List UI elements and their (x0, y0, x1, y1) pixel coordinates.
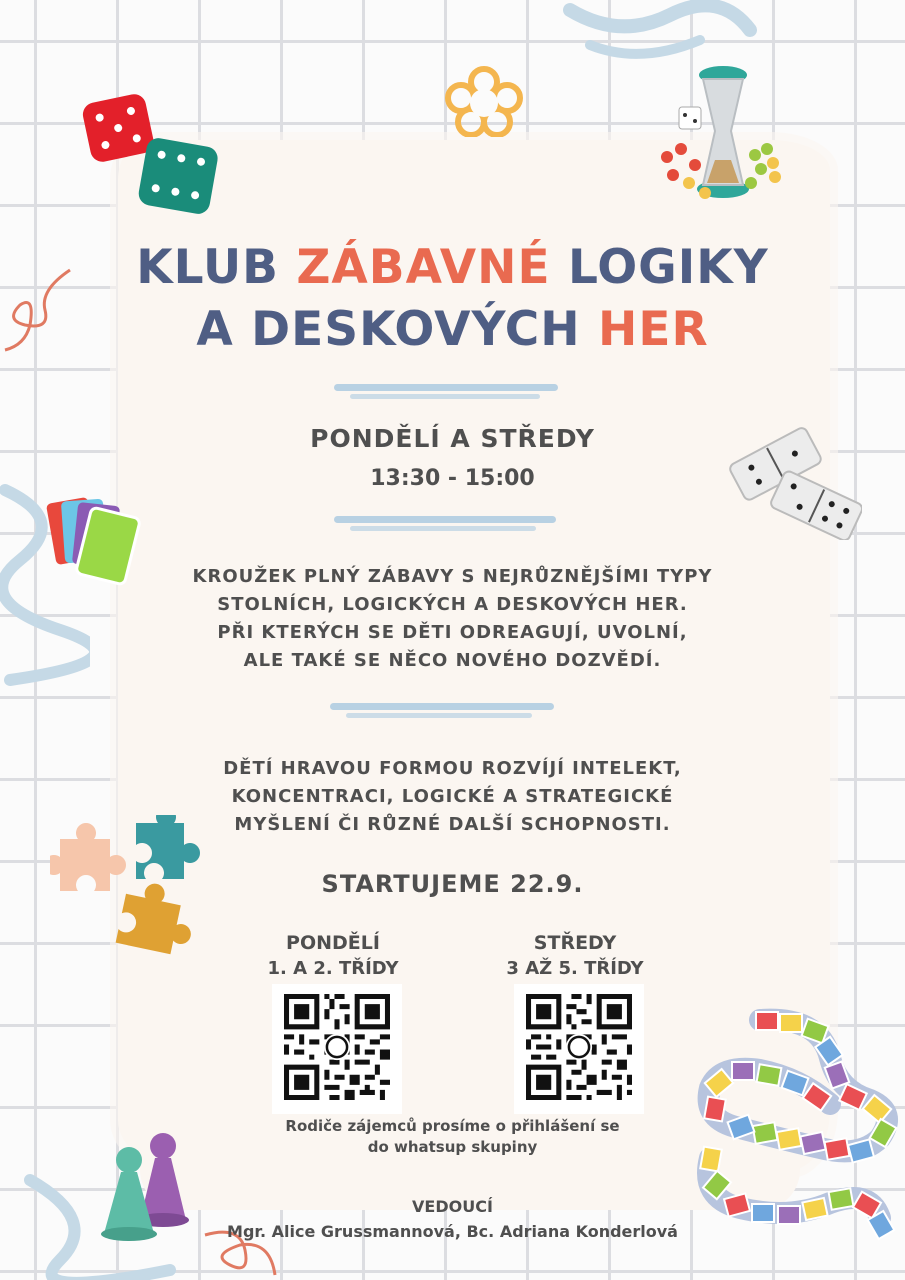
description-line-1: KROUŽEK PLNÝ ZÁBAVY S NEJRŮZNĚJŠÍMI TYPY (192, 566, 713, 587)
description-line-4: ALE TAKÉ SE NĚCO NOVÉHO DOZVĚDÍ. (243, 650, 662, 671)
leaders-label: VEDOUCÍ (412, 1197, 493, 1216)
group-2-day: STŘEDY (533, 932, 617, 954)
hourglass-icon (655, 65, 785, 205)
dice-icon (80, 92, 220, 217)
title-line1-a: KLUB (136, 240, 297, 295)
scribble-top-right (560, 0, 760, 70)
qr-code-wednesday[interactable] (514, 984, 644, 1114)
title-line2-a: A DESKOVÝCH (196, 302, 598, 357)
divider-1 (334, 384, 558, 391)
signup-note-line-2: do whatsup skupiny (367, 1138, 538, 1156)
signup-note-line-1: Rodiče zájemců prosíme o přihlášení se (285, 1117, 620, 1135)
flower-icon (445, 65, 523, 137)
schedule-time: 13:30 - 15:00 (370, 466, 535, 491)
page-title-line2 (0, 300, 905, 360)
group-1-classes: 1. A 2. TŘÍDY (267, 958, 399, 979)
benefits-line-2: KONCENTRACI, LOGICKÉ A STRATEGICKÉ (231, 786, 674, 807)
title-line1-accent: ZÁBAVNÉ (296, 240, 551, 295)
qr-code-icon (284, 994, 390, 1100)
description-line-3: PŘI KTERÝCH SE DĚTI ODREAGUJÍ, UVOLNÍ, (217, 622, 688, 643)
domino-icon (722, 420, 862, 540)
qr-code-icon (526, 994, 632, 1100)
schedule-days: PONDĚLÍ A STŘEDY (310, 424, 595, 453)
divider-1b (350, 394, 540, 399)
divider-2b (350, 526, 536, 531)
benefits-line-1: DĚTÍ HRAVOU FORMOU ROZVÍJÍ INTELEKT, (223, 758, 682, 779)
title-line2-accent: HER (598, 302, 709, 357)
page-title (0, 238, 905, 298)
divider-3b (346, 713, 532, 718)
benefits-line-3: MYŠLENÍ ČI RŮZNÉ DALŠÍ SCHOPNOSTI. (234, 814, 671, 835)
divider-3 (330, 703, 554, 710)
description-line-2: STOLNÍCH, LOGICKÝCH A DESKOVÝCH HER. (217, 594, 688, 615)
group-1-day: PONDĚLÍ (286, 932, 380, 954)
title-line1-c: LOGIKY (550, 240, 769, 295)
divider-2 (334, 516, 556, 523)
group-2-classes: 3 AŽ 5. TŘÍDY (506, 958, 644, 979)
start-date: STARTUJEME 22.9. (321, 870, 584, 898)
leaders-names: Mgr. Alice Grussmannová, Bc. Adriana Konderlová (227, 1222, 678, 1241)
qr-code-monday[interactable] (272, 984, 402, 1114)
